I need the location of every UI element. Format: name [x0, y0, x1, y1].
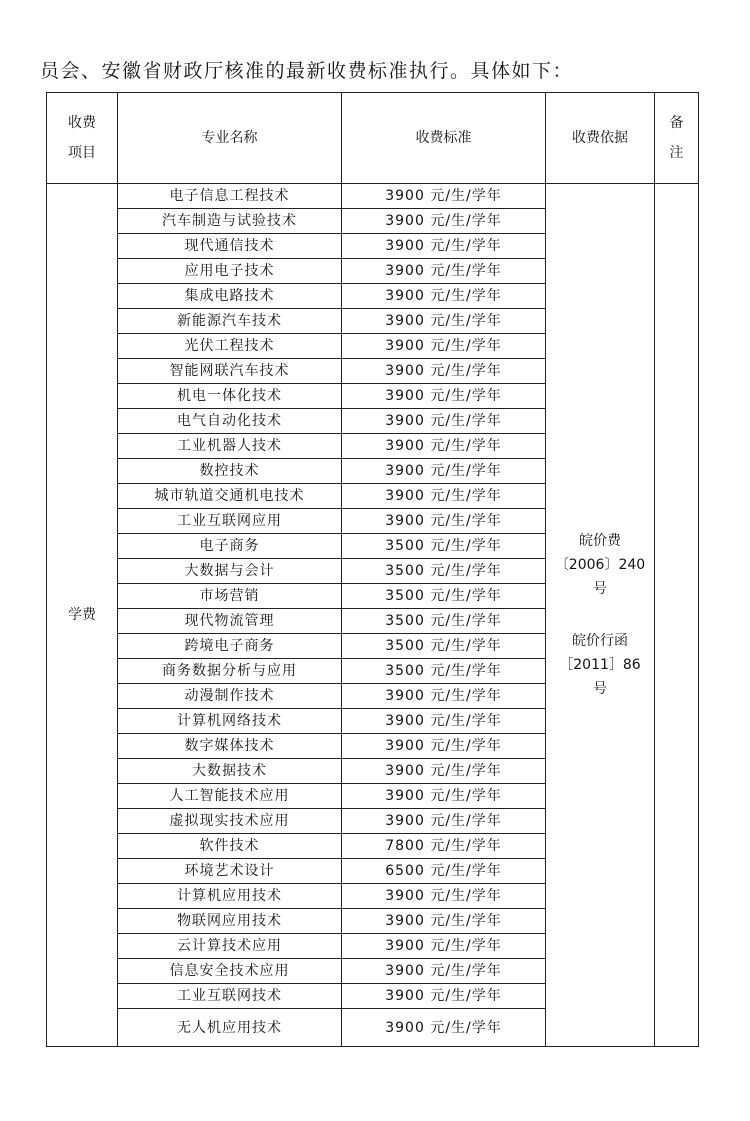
major-name-cell: 信息安全技术应用 — [118, 959, 342, 984]
fee-standard-cell: 3500 元/生/学年 — [342, 584, 546, 609]
header-item — [47, 93, 118, 184]
basis-line: 号 — [593, 681, 607, 697]
note-cell — [655, 184, 699, 1047]
table-header-row — [47, 93, 699, 184]
major-name-cell: 人工智能技术应用 — [118, 784, 342, 809]
fee-standard-cell: 3900 元/生/学年 — [342, 259, 546, 284]
fee-standard-cell: 3500 元/生/学年 — [342, 559, 546, 584]
header-fee: 收费标准 — [342, 93, 546, 184]
major-name-cell: 软件技术 — [118, 834, 342, 859]
fee-standard-cell: 3900 元/生/学年 — [342, 409, 546, 434]
fee-standard-cell: 3900 元/生/学年 — [342, 234, 546, 259]
fee-standard-cell: 3900 元/生/学年 — [342, 809, 546, 834]
header-item-line1: 收费 — [68, 115, 96, 131]
item-name-cell: 学费 — [47, 184, 118, 1047]
fee-standard-cell: 3900 元/生/学年 — [342, 309, 546, 334]
major-name-cell: 集成电路技术 — [118, 284, 342, 309]
fee-standard-cell: 3900 元/生/学年 — [342, 334, 546, 359]
major-name-cell: 计算机网络技术 — [118, 709, 342, 734]
fee-standard-cell: 3500 元/生/学年 — [342, 609, 546, 634]
basis-spacer — [546, 601, 654, 629]
fee-standard-cell: 3900 元/生/学年 — [342, 684, 546, 709]
fee-basis-cell — [546, 184, 655, 1047]
fee-standard-cell: 3900 元/生/学年 — [342, 959, 546, 984]
fee-standard-cell: 3900 元/生/学年 — [342, 184, 546, 209]
major-name-cell: 大数据技术 — [118, 759, 342, 784]
fee-standard-cell: 3900 元/生/学年 — [342, 909, 546, 934]
major-name-cell: 无人机应用技术 — [118, 1009, 342, 1047]
major-name-cell: 工业机器人技术 — [118, 434, 342, 459]
fee-standard-cell: 3900 元/生/学年 — [342, 284, 546, 309]
basis-line: 号 — [593, 581, 607, 597]
major-name-cell: 市场营销 — [118, 584, 342, 609]
fee-standard-cell: 6500 元/生/学年 — [342, 859, 546, 884]
major-name-cell: 机电一体化技术 — [118, 384, 342, 409]
intro-text: 员会、安徽省财政厅核准的最新收费标准执行。具体如下： — [40, 60, 574, 82]
major-name-cell: 动漫制作技术 — [118, 684, 342, 709]
major-name-cell: 新能源汽车技术 — [118, 309, 342, 334]
major-name-cell: 大数据与会计 — [118, 559, 342, 584]
fee-standard-cell: 3500 元/生/学年 — [342, 634, 546, 659]
fee-standard-cell: 7800 元/生/学年 — [342, 834, 546, 859]
fee-standard-cell: 3900 元/生/学年 — [342, 759, 546, 784]
major-name-cell: 环境艺术设计 — [118, 859, 342, 884]
fee-standard-cell: 3900 元/生/学年 — [342, 359, 546, 384]
major-name-cell: 数字媒体技术 — [118, 734, 342, 759]
major-name-cell: 虚拟现实技术应用 — [118, 809, 342, 834]
fee-standard-cell: 3900 元/生/学年 — [342, 984, 546, 1009]
header-note-line2: 注 — [669, 145, 684, 161]
basis-line: 〔2006〕240 — [554, 557, 646, 573]
fee-standard-cell: 3900 元/生/学年 — [342, 934, 546, 959]
fee-standard-cell: 3900 元/生/学年 — [342, 784, 546, 809]
header-note — [655, 93, 699, 184]
fee-table — [46, 92, 699, 1047]
fee-standard-cell: 3500 元/生/学年 — [342, 534, 546, 559]
major-name-cell: 跨境电子商务 — [118, 634, 342, 659]
fee-standard-cell: 3900 元/生/学年 — [342, 434, 546, 459]
fee-standard-cell: 3900 元/生/学年 — [342, 734, 546, 759]
header-note-line1: 备 — [669, 115, 684, 131]
major-name-cell: 现代物流管理 — [118, 609, 342, 634]
fee-standard-cell: 3900 元/生/学年 — [342, 509, 546, 534]
major-name-cell: 计算机应用技术 — [118, 884, 342, 909]
major-name-cell: 云计算技术应用 — [118, 934, 342, 959]
header-major: 专业名称 — [118, 93, 342, 184]
fee-standard-cell: 3500 元/生/学年 — [342, 659, 546, 684]
fee-standard-cell: 3900 元/生/学年 — [342, 1009, 546, 1047]
basis-line: 皖价行函 — [572, 633, 628, 649]
fee-standard-cell: 3900 元/生/学年 — [342, 459, 546, 484]
major-name-cell: 电气自动化技术 — [118, 409, 342, 434]
major-name-cell: 城市轨道交通机电技术 — [118, 484, 342, 509]
major-name-cell: 商务数据分析与应用 — [118, 659, 342, 684]
header-item-line2: 项目 — [68, 145, 96, 161]
fee-standard-cell: 3900 元/生/学年 — [342, 384, 546, 409]
major-name-cell: 光伏工程技术 — [118, 334, 342, 359]
major-name-cell: 工业互联网应用 — [118, 509, 342, 534]
header-basis: 收费依据 — [546, 93, 655, 184]
major-name-cell: 智能网联汽车技术 — [118, 359, 342, 384]
major-name-cell: 电子商务 — [118, 534, 342, 559]
major-name-cell: 汽车制造与试验技术 — [118, 209, 342, 234]
fee-standard-cell: 3900 元/生/学年 — [342, 709, 546, 734]
fee-standard-cell: 3900 元/生/学年 — [342, 484, 546, 509]
basis-line: 皖价费 — [579, 533, 621, 549]
major-name-cell: 物联网应用技术 — [118, 909, 342, 934]
major-name-cell: 数控技术 — [118, 459, 342, 484]
basis-line: ［2011］86 — [559, 657, 641, 673]
major-name-cell: 现代通信技术 — [118, 234, 342, 259]
major-name-cell: 工业互联网技术 — [118, 984, 342, 1009]
fee-standard-cell: 3900 元/生/学年 — [342, 209, 546, 234]
table-row — [47, 184, 699, 209]
major-name-cell: 电子信息工程技术 — [118, 184, 342, 209]
fee-standard-cell: 3900 元/生/学年 — [342, 884, 546, 909]
major-name-cell: 应用电子技术 — [118, 259, 342, 284]
